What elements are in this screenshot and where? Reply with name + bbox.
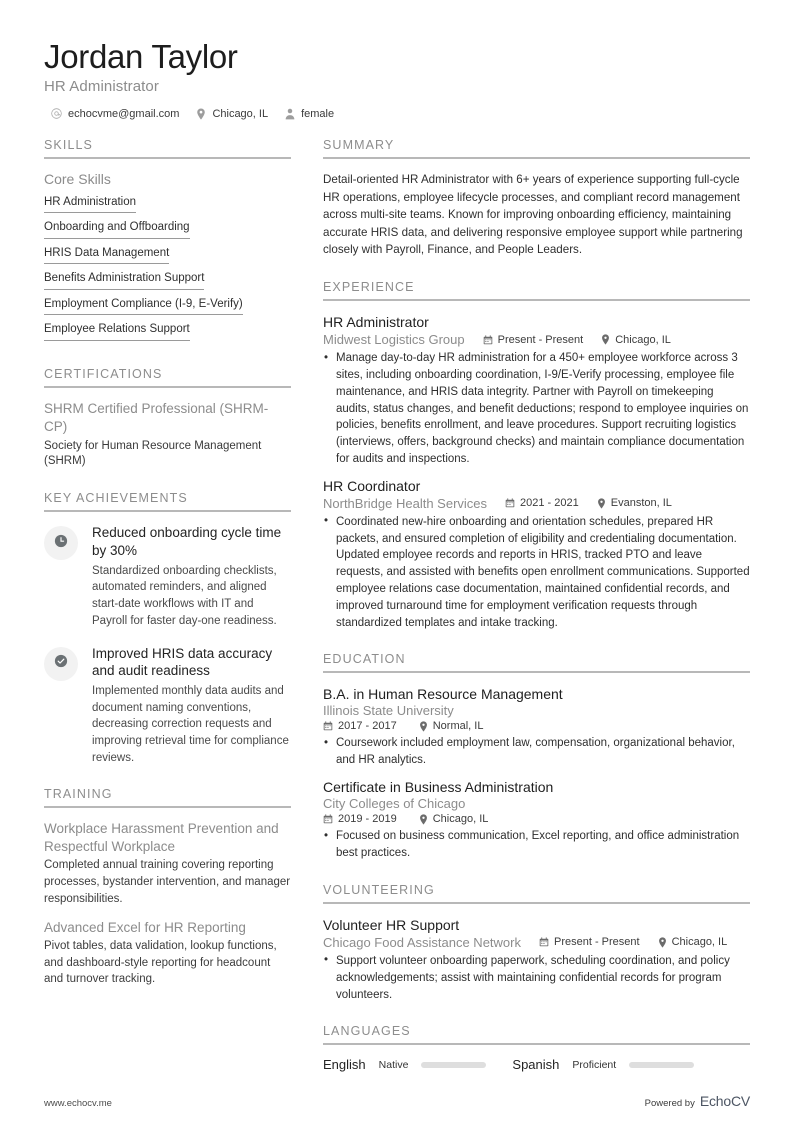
- language-proficiency-bar: [629, 1062, 694, 1068]
- location-pin-icon: [601, 334, 610, 345]
- skill-row: [44, 295, 291, 321]
- language-item: [512, 1057, 694, 1072]
- volunteering-dates-value: Present - Present: [553, 936, 640, 949]
- section-training: [44, 787, 291, 988]
- contact-gender: [285, 108, 334, 120]
- calendar-icon: [323, 721, 333, 731]
- achievement-item: [44, 645, 291, 767]
- education-school: Illinois State University: [323, 703, 454, 719]
- education-school: City Colleges of Chicago: [323, 796, 466, 812]
- section-languages: [323, 1024, 750, 1072]
- achievement-body: [92, 524, 291, 629]
- training-description: Pivot tables, data validation, lookup functions, and dashboard-style reporting for headcount and turnover tracking.: [44, 940, 277, 986]
- section-title-key-achievements: KEY ACHIEVEMENTS: [44, 491, 188, 506]
- section-volunteering: [323, 883, 750, 1004]
- education-entry: [323, 685, 750, 769]
- bullet-item: • Focused on business communication, Excel reporting, and office administration best practices.: [323, 828, 750, 862]
- location-pin-icon: [658, 937, 667, 948]
- skill-row: [44, 193, 291, 219]
- education-bullets: [323, 735, 750, 769]
- section-rule: [323, 1043, 750, 1045]
- education-dates: [323, 813, 397, 825]
- education-meta: [323, 720, 750, 732]
- section-rule: [323, 902, 750, 904]
- bullet-item: • Manage day-to-day HR administration for a 450+ employee workforce across 3 sites, including onboarding coordination, I-9/E-Verify processing, employee file maintenance, and HRIS data integrity. Partner with Payroll on timekeeping audits, status changes, and benefit deductions; respond to employee inquiries on policies, benefits enrollment, and leave procedures. Support recruiting logistics (interviews, offers, background checks) and maintain compliance documentation for audits and inspections.: [323, 350, 750, 467]
- contact-location-value: Chicago, IL: [212, 107, 269, 120]
- experience-location: [597, 497, 672, 509]
- training-name: Advanced Excel for HR Reporting: [44, 919, 246, 935]
- achievement-title: Reduced onboarding cycle time by 30%: [92, 525, 282, 558]
- calendar-icon: [323, 814, 333, 824]
- section-title-certifications: CERTIFICATIONS: [44, 366, 163, 381]
- volunteering-meta: [323, 935, 750, 950]
- section-education: [323, 652, 750, 862]
- section-title-education: EDUCATION: [323, 652, 406, 667]
- language-level: Proficient: [572, 1058, 617, 1071]
- contact-email[interactable]: [51, 108, 179, 120]
- education-dates-value: 2017 - 2017: [338, 720, 397, 733]
- languages-row: [323, 1057, 750, 1072]
- training-description: Completed annual training covering reporting processes, bystander intervention, and manager responsibilities.: [44, 859, 291, 905]
- bullet-item: • Coordinated new-hire onboarding and orientation schedules, prepared HR packets, and ensured completion of eligibility and credentialing documentation. Updated employee records and reports in HRIS, tracked PTO and leave requests, and assisted with benefits open enrollment communications. Supported employee relations case documentation, maintained confidential records, and improved turnaround time for employment verification requests through standardized templates and intake tracking.: [323, 514, 750, 631]
- resume-footer: [44, 1093, 750, 1109]
- calendar-icon: [539, 937, 549, 947]
- skill-item: Onboarding and Offboarding: [44, 219, 190, 239]
- achievement-description: Standardized onboarding checklists, automated reminders, and aligned start-date workflows with IT and Payroll for faster day-one readiness.: [92, 564, 277, 627]
- training-item: [44, 820, 291, 907]
- check-circle-icon: [54, 654, 68, 673]
- contact-row: [44, 108, 750, 120]
- volunteering-entry: [323, 916, 750, 1004]
- language-name: Spanish: [512, 1057, 560, 1073]
- certification-item: [44, 400, 291, 470]
- education-entry: [323, 778, 750, 862]
- skill-row: [44, 320, 291, 346]
- clock-icon: [54, 534, 68, 553]
- calendar-icon: [505, 498, 515, 508]
- experience-organization: Midwest Logistics Group: [323, 332, 465, 348]
- experience-bullets: [323, 514, 750, 631]
- skill-item: Employee Relations Support: [44, 321, 190, 341]
- education-location: [419, 720, 484, 732]
- footer-url[interactable]: www.echocv.me: [44, 1098, 112, 1109]
- experience-dates: [505, 497, 579, 509]
- language-proficiency-bar: [421, 1062, 486, 1068]
- location-pin-icon: [419, 721, 428, 732]
- certification-issuer: Society for Human Resource Management (SHRM): [44, 439, 262, 468]
- skill-group-name: Core Skills: [44, 170, 111, 187]
- education-bullets: [323, 828, 750, 862]
- language-item: [323, 1057, 486, 1072]
- achievement-badge: [44, 526, 78, 560]
- section-rule: [323, 671, 750, 673]
- footer-powered-label: Powered by: [644, 1098, 695, 1109]
- education-degree: Certificate in Business Administration: [323, 779, 554, 796]
- section-title-languages: LANGUAGES: [323, 1024, 411, 1039]
- section-summary: [323, 138, 750, 259]
- education-location: [419, 813, 489, 825]
- person-icon: [285, 108, 295, 120]
- experience-location: [601, 334, 671, 346]
- volunteering-organization: Chicago Food Assistance Network: [323, 934, 521, 950]
- section-key-achievements: [44, 491, 291, 766]
- achievement-title: Improved HRIS data accuracy and audit readiness: [92, 645, 273, 678]
- section-experience: [323, 280, 750, 631]
- certification-name: SHRM Certified Professional (SHRM-CP): [44, 400, 269, 434]
- education-location-value: Normal, IL: [432, 720, 484, 733]
- resume-body: [44, 138, 750, 1093]
- candidate-name: Jordan Taylor: [44, 38, 238, 75]
- skill-row: [44, 269, 291, 295]
- achievement-item: [44, 524, 291, 629]
- education-degree: B.A. in Human Resource Management: [323, 686, 563, 703]
- section-title-summary: SUMMARY: [323, 137, 395, 152]
- section-rule: [44, 806, 291, 808]
- location-pin-icon: [597, 498, 606, 509]
- right-column: [323, 138, 750, 1093]
- section-rule: [44, 386, 291, 388]
- experience-entry: [323, 477, 750, 632]
- experience-location-value: Chicago, IL: [615, 333, 671, 346]
- skill-item: HR Administration: [44, 194, 136, 214]
- education-meta: [323, 813, 750, 825]
- experience-role: HR Coordinator: [323, 477, 421, 494]
- volunteering-bullets: [323, 953, 750, 1003]
- education-location-value: Chicago, IL: [432, 813, 489, 826]
- experience-organization: NorthBridge Health Services: [323, 495, 488, 511]
- education-dates: [323, 720, 397, 732]
- experience-dates-value: Present - Present: [497, 333, 584, 346]
- volunteering-location-value: Chicago, IL: [671, 936, 728, 949]
- section-certifications: [44, 367, 291, 470]
- experience-dates: [483, 334, 584, 346]
- section-title-training: TRAINING: [44, 787, 113, 802]
- section-rule: [323, 299, 750, 301]
- contact-location: [196, 108, 268, 120]
- location-pin-icon: [419, 814, 428, 825]
- footer-brand: EchoCV: [699, 1093, 750, 1109]
- section-skills: [44, 138, 291, 346]
- experience-role: HR Administrator: [323, 313, 429, 330]
- footer-powered-by: [645, 1093, 750, 1109]
- summary-text: Detail-oriented HR Administrator with 6+ years of experience supporting full-cycle HR operations, employee lifecycle processes, and compliant record management across multi-site teams. Known for improving onboarding efficiency, maintaining accurate HRIS data, and delivering responsive employee support while partnering closely with Payroll, Finance, and People Leaders.: [323, 172, 743, 257]
- section-title-experience: EXPERIENCE: [323, 279, 415, 294]
- education-dates-value: 2019 - 2019: [338, 813, 397, 826]
- email-icon: [51, 108, 62, 119]
- experience-location-value: Evanston, IL: [610, 497, 672, 510]
- experience-meta: [323, 496, 750, 511]
- section-title-volunteering: VOLUNTEERING: [323, 882, 435, 897]
- volunteering-location: [658, 936, 728, 948]
- section-rule: [323, 157, 750, 159]
- volunteering-dates: [539, 936, 640, 948]
- training-item: [44, 919, 291, 989]
- contact-email-value: echocvme@gmail.com: [68, 107, 180, 120]
- language-name: English: [323, 1057, 366, 1073]
- volunteering-role: Volunteer HR Support: [323, 916, 460, 933]
- calendar-icon: [483, 335, 493, 345]
- location-pin-icon: [196, 108, 206, 120]
- training-name: Workplace Harassment Prevention and Respectful Workplace: [44, 821, 279, 854]
- achievement-body: [92, 645, 291, 767]
- skill-item: HRIS Data Management: [44, 245, 169, 265]
- experience-dates-value: 2021 - 2021: [520, 497, 579, 510]
- section-rule: [44, 157, 291, 159]
- section-rule: [44, 510, 291, 512]
- skill-item: Benefits Administration Support: [44, 270, 204, 290]
- language-level: Native: [378, 1058, 409, 1071]
- contact-gender-value: female: [301, 107, 335, 120]
- skill-row: [44, 218, 291, 244]
- resume-header: [44, 38, 750, 120]
- experience-bullets: [323, 350, 750, 467]
- skill-item: Employment Compliance (I-9, E-Verify): [44, 296, 243, 316]
- experience-entry: [323, 313, 750, 468]
- bullet-item: • Support volunteer onboarding paperwork, scheduling coordination, and policy acknowledgements; assist with maintaining confidential records for program volunteers.: [323, 953, 750, 1003]
- experience-meta: [323, 332, 750, 347]
- left-column: [44, 138, 291, 1009]
- achievement-description: Implemented monthly data audits and document naming conventions, decreasing correction requests and improving retrieval time for compliance reviews.: [92, 685, 289, 764]
- achievement-badge: [44, 647, 78, 681]
- skill-row: [44, 244, 291, 270]
- candidate-job-title: HR Administrator: [44, 77, 159, 95]
- bullet-item: • Coursework included employment law, compensation, organizational behavior, and HR analytics.: [323, 735, 750, 769]
- section-title-skills: SKILLS: [44, 137, 93, 152]
